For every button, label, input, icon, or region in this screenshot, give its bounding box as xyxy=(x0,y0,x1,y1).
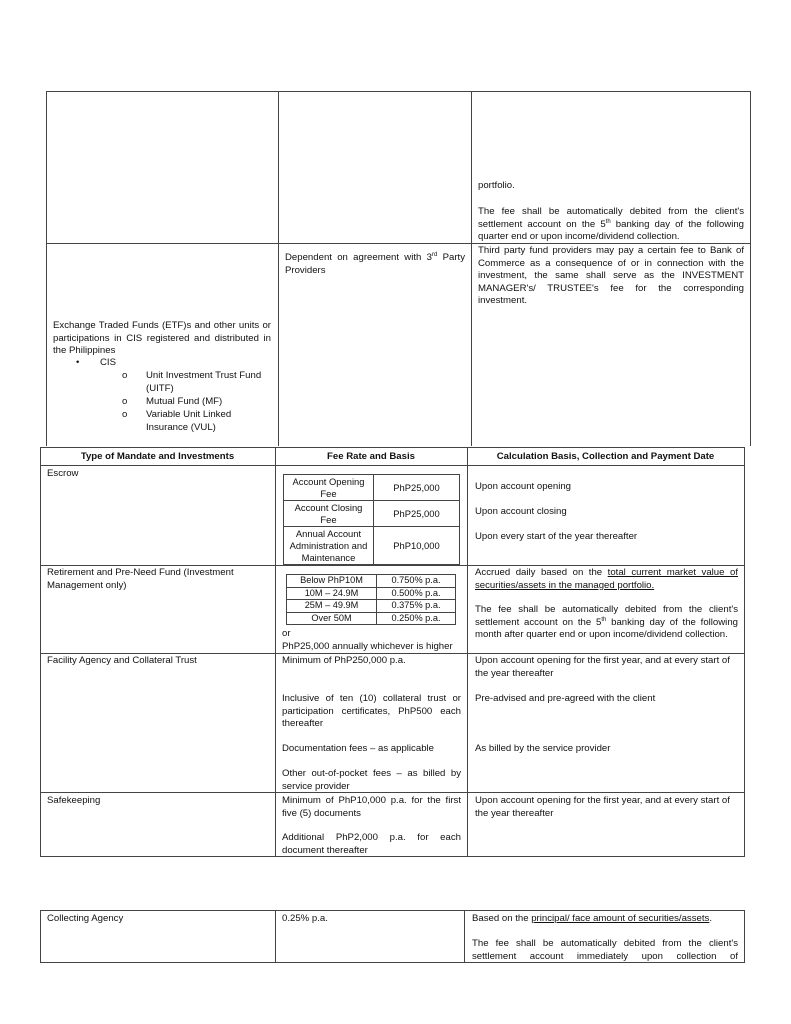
escrow-calc-annual: Upon every start of the year thereafter xyxy=(475,531,638,542)
table-row: Account Opening Fee PhP25,000 xyxy=(284,475,460,501)
quarterly-debit-text: The fee shall be automatically debited from the client's settlement account on the 5th banking day of the following quarter end or upon income/dividend collection. xyxy=(478,206,744,242)
safekeeping-fee-minimum: Minimum of PhP10,000 p.a. for the first five (5) documents xyxy=(282,795,461,819)
collecting-label: Collecting Agency xyxy=(47,913,124,924)
escrow-calc-opening: Upon account opening xyxy=(475,481,572,492)
facility-fee-minimum: Minimum of PhP250,000 p.a. xyxy=(282,655,406,666)
escrow-fee-table xyxy=(283,474,460,565)
sub-bullet-icon: o xyxy=(122,370,128,381)
escrow-label: Escrow xyxy=(47,468,79,479)
table-row: 10M – 24.9M 0.500% p.a. xyxy=(287,587,456,600)
table-row: Below PhP10M 0.750% p.a. xyxy=(287,575,456,588)
facility-fee-certificates: Inclusive of ten (10) collateral trust or participation certificates, PhP500 each thereafter xyxy=(282,693,461,729)
table-row: Annual Account Administration and Maintenance PhP10,000 xyxy=(284,527,460,565)
collecting-fee: 0.25% p.a. xyxy=(282,913,328,924)
escrow-calc-closing: Upon account closing xyxy=(475,506,567,517)
third-party-fee-text: Third party fund providers may pay a certain fee to Bank of Commerce as a consequence of or in connection with the investment, the same shall serve as the INVESTMENT MANAGER's/ TRUSTEE's fee for the corresponding investment. xyxy=(478,245,744,306)
safekeeping-calc: Upon account opening for the first year, and at every start of the year thereafter xyxy=(475,795,730,819)
safekeeping-label: Safekeeping xyxy=(47,795,101,806)
collecting-calc-debit: The fee shall be automatically debited from the client's settlement account immediately upon collection of xyxy=(472,938,738,962)
safekeeping-fee-additional: Additional PhP2,000 p.a. for each document thereafter xyxy=(282,832,461,856)
retirement-label: Retirement and Pre-Need Fund (Investment Management only) xyxy=(47,567,234,591)
collecting-calc-basis: Based on the principal/ face amount of securities/assets. xyxy=(472,913,712,924)
etf-description: Exchange Traded Funds (ETF)s and other units or participations in CIS registered and distributed in the Philippines xyxy=(53,320,271,356)
third-party-agreement-text: Dependent on agreement with 3rd Party Providers xyxy=(285,251,465,276)
header-fee-rate: Fee Rate and Basis xyxy=(327,451,415,462)
facility-calc-opening: Upon account opening for the first year, and at every start of the year thereafter xyxy=(475,655,730,679)
bullet-icon: • xyxy=(76,357,80,368)
retirement-calc-accrual: Accrued daily based on the total current market value of securities/assets in the managed portfolio. xyxy=(475,567,738,591)
retirement-calc-debit: The fee shall be automatically debited from the client's settlement account on the 5th banking day of the following month after quarter end or upon income/dividend collection. xyxy=(475,604,738,640)
sub-bullet-icon: o xyxy=(122,396,128,407)
portfolio-text: portfolio. xyxy=(478,180,515,191)
retirement-alt-fee: PhP25,000 annually whichever is higher xyxy=(282,641,453,652)
facility-calc-preadvised: Pre-advised and pre-agreed with the client xyxy=(475,693,656,704)
bullet-cis: • CIS xyxy=(76,357,116,368)
facility-calc-billed: As billed by the service provider xyxy=(475,743,611,754)
facility-fee-documentation: Documentation fees – as applicable xyxy=(282,743,434,754)
table-row: Over 50M 0.250% p.a. xyxy=(287,612,456,625)
facility-label: Facility Agency and Collateral Trust xyxy=(47,655,197,666)
sub-bullet-icon: o xyxy=(122,409,128,420)
table-row: 25M – 49.9M 0.375% p.a. xyxy=(287,600,456,613)
header-calculation-basis: Calculation Basis, Collection and Payment Date xyxy=(496,451,715,462)
header-mandate-type: Type of Mandate and Investments xyxy=(80,451,235,462)
retirement-or: or xyxy=(282,628,291,639)
facility-fee-out-of-pocket: Other out-of-pocket fees – as billed by service provider xyxy=(282,768,461,792)
table-row: Account Closing Fee PhP25,000 xyxy=(284,501,460,527)
retirement-tier-table xyxy=(286,574,456,625)
